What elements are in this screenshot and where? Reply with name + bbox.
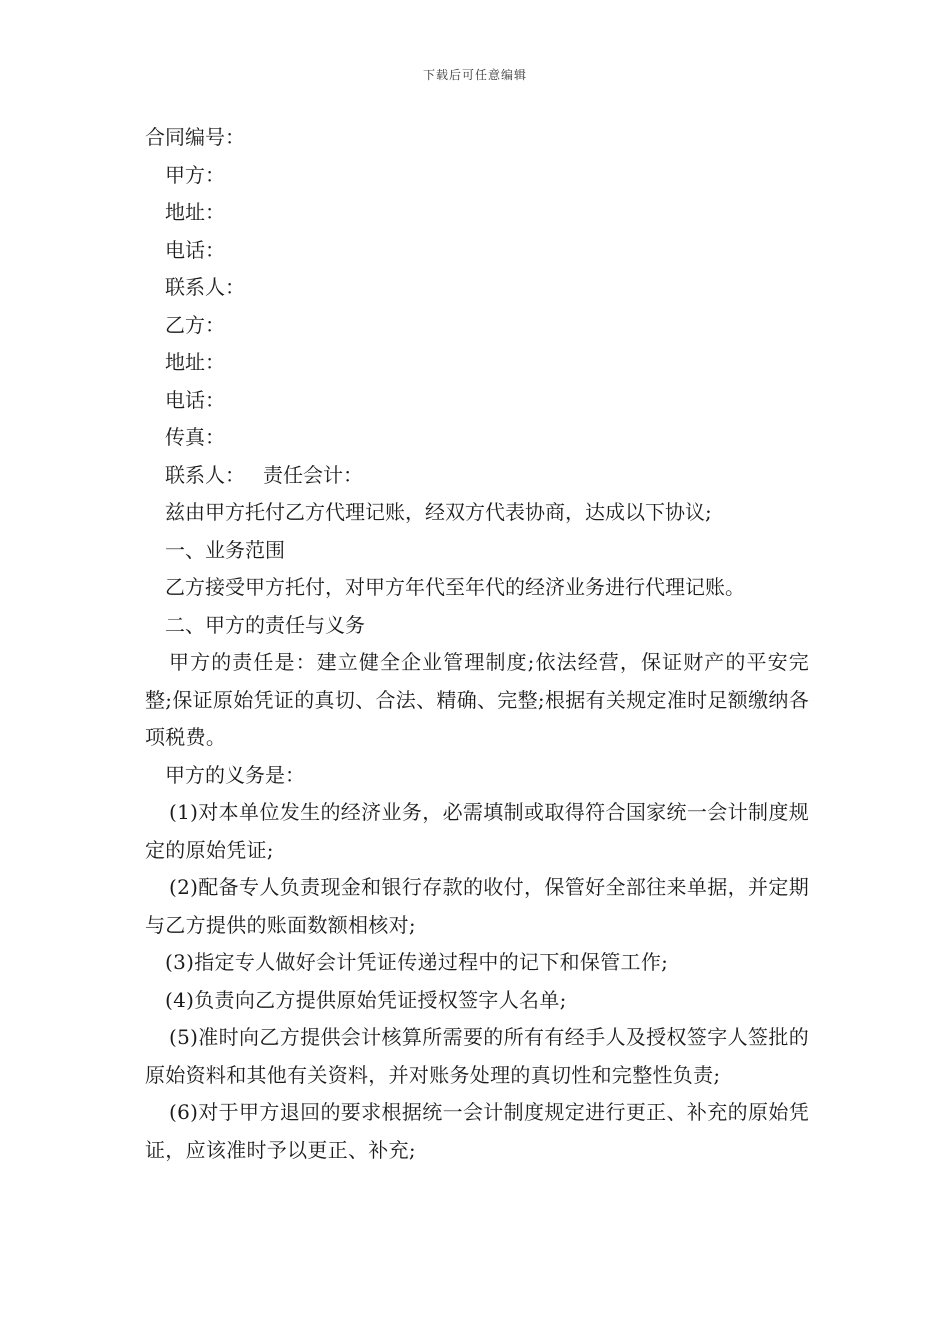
party-b-title: 乙方： [165, 312, 225, 337]
party-a-responsibility: 甲方的责任是：建立健全企业管理制度;依法经营，保证财产的平安完整;保证原始凭证的真切、合法、精确、完整;根据有关规定准时足额缴纳各项税费。 [145, 650, 809, 749]
party-b-phone: 电话： [165, 387, 225, 412]
obligation-item-4: (4)负责向乙方提供原始凭证授权签字人名单; [165, 987, 567, 1012]
party-a-contact: 联系人： [165, 275, 245, 299]
obligation-item-6: (6)对于甲方退回的要求根据统一会计制度规定进行更正、补充的原始凭证，应该准时予以更正、补充; [145, 1100, 809, 1162]
party-b-accountant: 责任会计： [263, 462, 363, 487]
contract-document [145, 119, 809, 1169]
party-a-phone: 电话： [165, 237, 225, 262]
party-a-title: 甲方： [165, 162, 225, 187]
party-b-fax: 传真： [165, 425, 225, 449]
party-a-address: 地址： [165, 200, 225, 224]
obligation-item-3: (3)指定专人做好会计凭证传递过程中的记下和保管工作; [165, 950, 669, 974]
obligation-item-2: (2)配备专人负责现金和银行存款的收付，保管好全部往来单据，并定期与乙方提供的账面数额相核对; [145, 875, 809, 937]
party-b-address: 地址： [165, 350, 225, 374]
party-a-obligation-intro: 甲方的义务是： [165, 762, 305, 787]
contract-preamble: 兹由甲方托付乙方代理记账，经双方代表协商，达成以下协议; [165, 500, 712, 524]
party-b-contact-row [145, 457, 809, 495]
contract-number-label: 合同编号： [145, 125, 245, 149]
section-1-heading: 一、业务范围 [165, 537, 285, 562]
obligation-item-5: (5)准时向乙方提供会计核算所需要的所有有经手人及授权签字人签批的原始资料和其他有关资料，并对账务处理的真切性和完整性负责; [145, 1025, 809, 1087]
section-1-text: 乙方接受甲方托付，对甲方年代至年代的经济业务进行代理记账。 [165, 575, 745, 599]
page-header-note: 下载后可任意编辑 [422, 68, 527, 82]
obligation-item-1: (1)对本单位发生的经济业务，必需填制或取得符合国家统一会计制度规定的原始凭证; [145, 800, 809, 862]
party-b-contact: 联系人： [165, 462, 245, 487]
section-2-heading: 二、甲方的责任与义务 [165, 612, 365, 637]
